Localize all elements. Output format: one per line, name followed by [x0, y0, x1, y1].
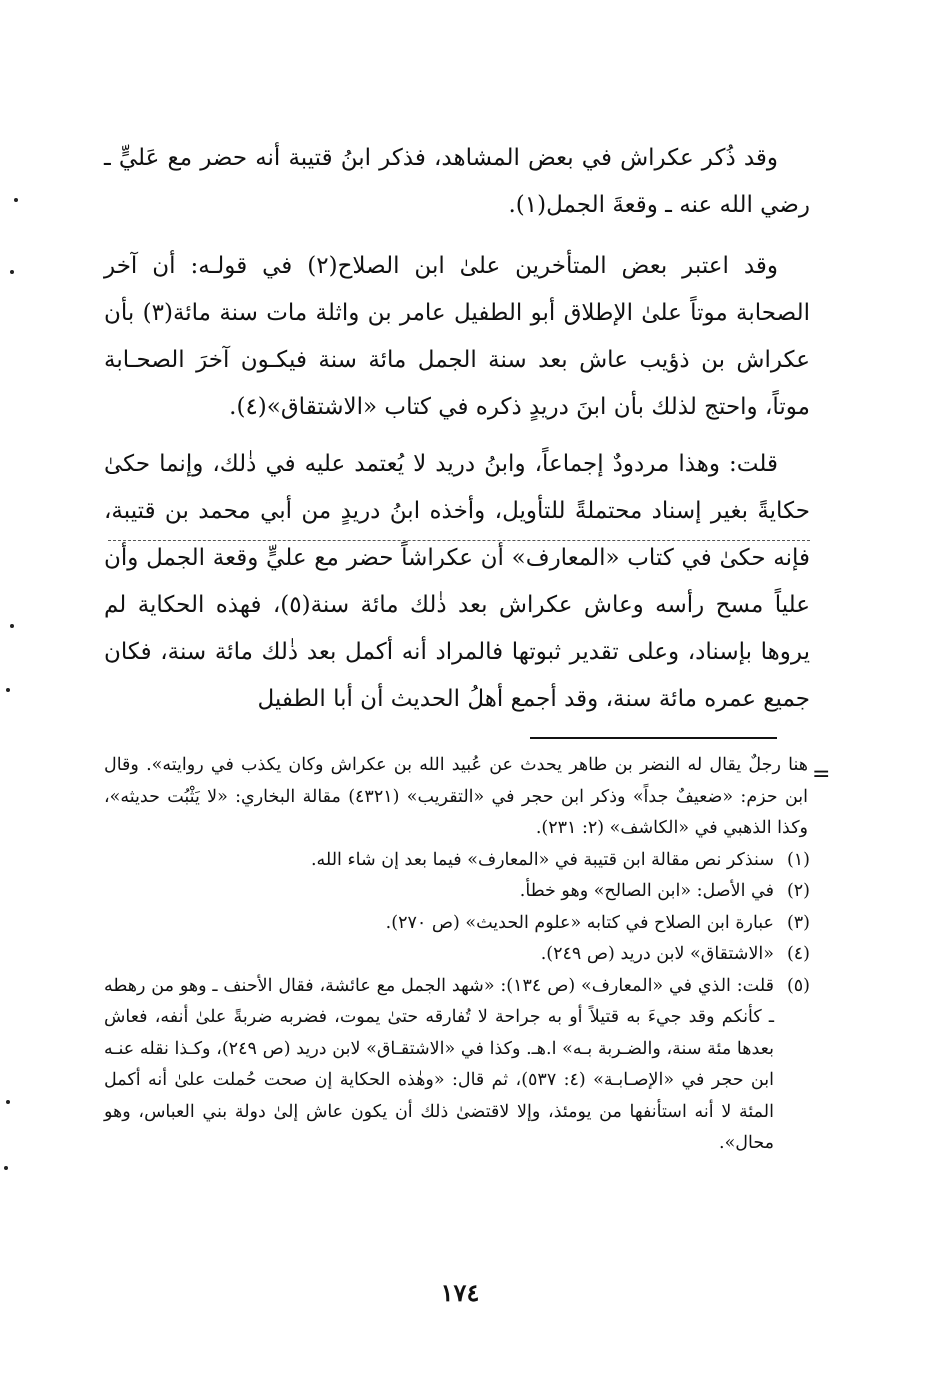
footnote-item — [104, 971, 810, 1160]
scan-speck — [14, 198, 18, 202]
main-text — [104, 135, 810, 733]
paragraph: وقد ذُكر عكراش في بعض المشاهد، فذكر ابنُ قتيبة أنه حضر مع عَليٍّ ـ رضي الله عنه ـ وقعةَ الجمل(١). — [104, 145, 810, 218]
footnote-text: سنذكر نص مقالة ابن قتيبة في «المعارف» فيما بعد إن شاء الله. — [310, 849, 774, 870]
paragraph: قلت: وهذا مردودٌ إجماعاً، وابنُ دريد لا يُعتمد عليه في ذٰلك، وإنما حكىٰ حكايةً بغير إسناد محتملةً للتأويل، وأخذه ابنُ دريدٍ من أبي محمد بن قتيبة، فإنه حكىٰ في كتاب «المعارف» أن عكراشاً حضر مع عليٍّ وقعة الجمل وأن علياً مسح رأسه وعاش عكراش بعد ذٰلك مائة سنة(٥)، فهذه الحكاية لم يروها بإسناد، وعلى تقدير ثبوتها فالمراد أنه أكمل بعد ذٰلك مائة سنة، فكان جميع عمره مائة سنة، وقد أجمع أهلُ الحديث أن أبا الطفيل — [104, 451, 810, 712]
paragraph: وقد اعتبر بعض المتأخرين علىٰ ابن الصلاح(٢) في قولـه: أن آخر الصحابة موتاً علىٰ الإطلاق أبو الطفيل عامر بن واثلة مات سنة مائة(٣) بأن عكراش بن ذؤيب عاش بعد سنة الجمل مائة سنة فيكـون آخرَ الصحـابة موتاً، واحتج لذلك بأن ابنَ دريدٍ ذكره في كتاب «الاشتقاق»(٤). — [104, 253, 810, 420]
footnote-item — [104, 908, 810, 940]
scan-speck — [10, 270, 14, 274]
footnote-item — [104, 939, 810, 971]
footnote-number: (٢) — [786, 881, 810, 901]
footnote-separator — [530, 737, 777, 739]
footnote-item — [104, 876, 810, 908]
footnote-text: عبارة ابن الصلاح في كتابه «علوم الحديث» (ص ٢٧٠). — [385, 912, 774, 933]
continuation-mark: = — [812, 762, 831, 787]
footnote-text: «الاشتقاق» لابن دريد (ص ٢٤٩). — [540, 944, 774, 964]
footnote-continuation: هنا رجلٌ يقال له النضر بن طاهر يحدث عن عُبيد الله بن عكراش وكان يكذب في روايته». وقال ابن حزم: «ضعيفٌ جداً» وذكر ابن حجر في «التقريب» (٤٣٢١) مقالة البخاري: «لا يَثْبُت حديثه»، وكذا الذهبي في «الكاشف» (٢: ٢٣١). — [104, 755, 808, 838]
scan-speck — [10, 624, 14, 628]
footnote-text: في الأصل: «ابن الصالح» وهو خطأ. — [519, 881, 774, 901]
footnote-text: قلت: الذي في «المعارف» (ص ١٣٤): «شهد الجمل مع عائشة، فقال الأحنف ـ وهو من رهطه ـ كأنكم وقد جيءَ به قتيلاً أو به جراحة لا تُفارقه حتىٰ يموت، فضربه ضربةً علىٰ أنفه، فعاش بعدها مئة سنة، والضـربة بـه» ا.هـ. وكذا في «الاشتقـاق» لابن دريد (ص ٢٤٩)، وكـذا نقله عنـه ابن حجر في «الإصـابـة» (٤: ٥٣٧)، ثم قال: «وهٰذه الحكاية إن صحت حُملت علىٰ أنه أكمل المئة لا أنه استأنفها من يومئذ، وإلا لاقتضىٰ ذلك أن يكون عاش إلىٰ دولة بني العباس، وهو محال». — [104, 975, 774, 1153]
footnote-number: (٥) — [786, 975, 810, 996]
footnote-item — [104, 845, 810, 877]
scan-speck — [6, 688, 10, 692]
footnote-number: (٤) — [786, 944, 810, 964]
footnote-number: (٣) — [786, 912, 810, 933]
scan-speck — [6, 1100, 10, 1104]
scan-speck — [4, 1166, 8, 1170]
scan-line-artifact — [108, 540, 810, 541]
page-number: ١٧٤ — [440, 1278, 480, 1307]
footnote-number: (١) — [786, 849, 810, 870]
footnotes — [104, 750, 810, 1160]
